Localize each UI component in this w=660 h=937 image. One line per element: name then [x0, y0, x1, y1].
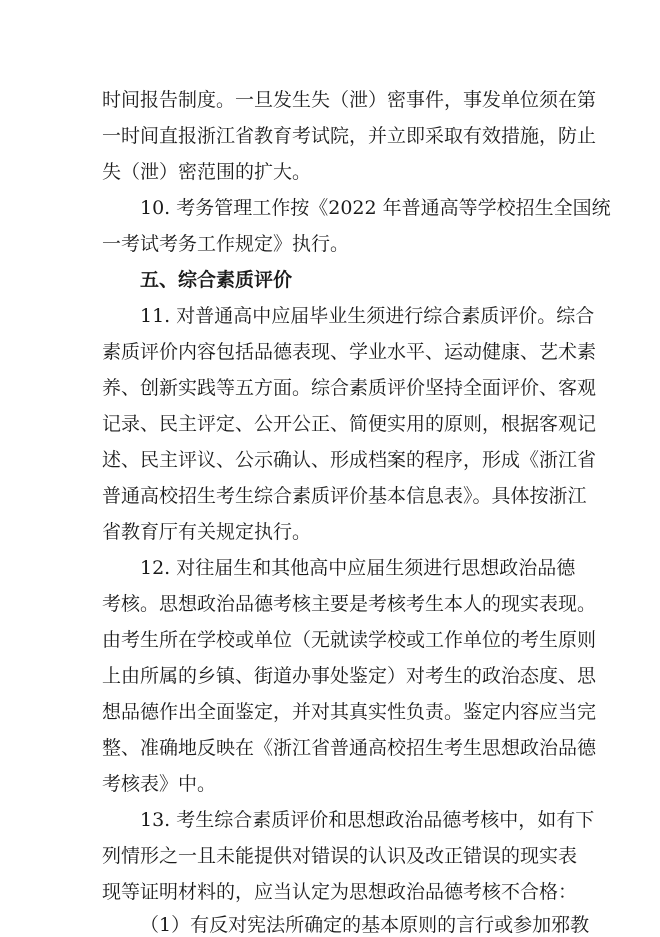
paragraph-line: 失（泄）密范围的扩大。 [102, 161, 312, 183]
paragraph-line: 省教育厅有关规定执行。 [102, 521, 312, 543]
paragraph-line: 养、创新实践等五方面。综合素质评价坚持全面评价、客观 [102, 377, 597, 399]
paragraph-line: 现等证明材料的，应当认定为思想政治品德考核不合格： [102, 881, 578, 903]
paragraph-line: 记录、民主评定、公开公正、简便实用的原则，根据客观记 [102, 413, 597, 435]
paragraph-line: 述、民主评议、公示确认、形成档案的程序，形成《浙江省 [102, 449, 597, 471]
paragraph-line: 10. 考务管理工作按《2022 年普通高等学校招生全国统 [140, 197, 611, 219]
paragraph-line: 12. 对往届生和其他高中应届生须进行思想政治品德 [140, 557, 576, 579]
paragraph-line: 考核。思想政治品德考核主要是考核考生本人的现实表现。 [102, 593, 597, 615]
section-heading: 五、综合素质评价 [140, 269, 293, 291]
paragraph-line: 整、准确地反映在《浙江省普通高校招生考生思想政治品德 [102, 737, 597, 759]
paragraph-line: 普通高校招生考生综合素质评价基本信息表》。具体按浙江 [102, 485, 587, 507]
paragraph-line: 一考试考务工作规定》执行。 [102, 233, 350, 255]
paragraph-line: 素质评价内容包括品德表现、学业水平、运动健康、艺术素 [102, 341, 597, 363]
paragraph-line: 想品德作出全面鉴定，并对其真实性负责。鉴定内容应当完 [102, 701, 597, 723]
paragraph-line: 时间报告制度。一旦发生失（泄）密事件，事发单位须在第 [102, 89, 597, 111]
paragraph-line: 11. 对普通高中应届毕业生须进行综合素质评价。综合 [140, 305, 595, 327]
paragraph-line: 由考生所在学校或单位（无就读学校或工作单位的考生原则 [102, 629, 597, 651]
paragraph-line: 上由所属的乡镇、街道办事处鉴定）对考生的政治态度、思 [102, 665, 597, 687]
paragraph-line: 列情形之一且未能提供对错误的认识及改正错误的现实表 [102, 845, 578, 867]
paragraph-line: （1）有反对宪法所确定的基本原则的言行或参加邪教 [140, 914, 590, 936]
paragraph-line: 一时间直报浙江省教育考试院，并立即采取有效措施，防止 [102, 125, 597, 147]
paragraph-line: 13. 考生综合素质评价和思想政治品德考核中，如有下 [140, 809, 595, 831]
paragraph-line: 考核表》中。 [102, 773, 217, 795]
